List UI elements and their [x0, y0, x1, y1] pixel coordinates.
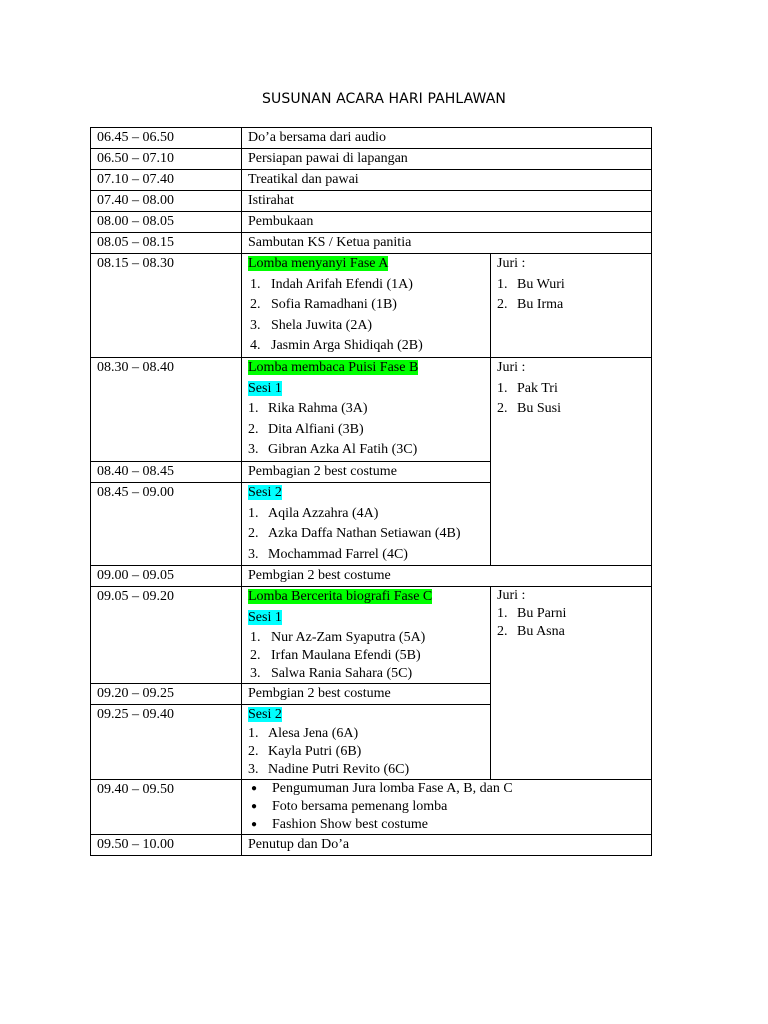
sesi-label: Sesi 2: [248, 706, 282, 722]
time-cell: 09.50 – 10.00: [91, 835, 242, 856]
table-row: [91, 233, 652, 254]
list-item: 1. Bu Parni: [497, 606, 567, 622]
list-item: 1. Rika Rahma (3A): [248, 401, 368, 417]
list-item: 2. Kayla Putri (6B): [248, 744, 362, 760]
juri-cell: [491, 254, 652, 358]
list-item: ● Foto bersama pemenang lomba: [248, 798, 645, 816]
table-row: [91, 835, 652, 856]
list-item: 3. Salwa Rania Sahara (5C): [250, 665, 413, 681]
document-title: SUSUNAN ACARA HARI PAHLAWAN: [262, 91, 506, 107]
list-item: 1. Alesa Jena (6A): [248, 726, 359, 742]
table-row: [91, 191, 652, 212]
sesi-label: Sesi 2: [248, 484, 282, 500]
list-item: 2. Sofia Ramadhani (1B): [250, 297, 397, 313]
fase-c-sesi-1-cell: [242, 587, 491, 683]
bullet-icon: ●: [251, 783, 258, 795]
juri-label: Juri :: [497, 588, 526, 604]
list-item: 2. Azka Daffa Nathan Setiawan (4B): [248, 526, 461, 542]
activity-cell: Pembukaan: [242, 212, 652, 233]
time-cell: 09.40 – 09.50: [91, 780, 242, 835]
activity-cell: Treatikal dan pawai: [242, 170, 652, 191]
activity-cell: Do’a bersama dari audio: [242, 128, 652, 149]
activity-cell: Persiapan pawai di lapangan: [242, 149, 652, 170]
list-item: 3. Nadine Putri Revito (6C): [248, 762, 410, 778]
time-cell: 08.40 – 08.45: [91, 461, 242, 482]
table-row: [91, 128, 652, 149]
list-item: 2. Irfan Maulana Efendi (5B): [250, 647, 421, 663]
bullet-icon: ●: [251, 819, 258, 831]
activity-cell: Sambutan KS / Ketua panitia: [242, 233, 652, 254]
time-cell: 06.45 – 06.50: [91, 128, 242, 149]
time-cell: 08.00 – 08.05: [91, 212, 242, 233]
list-item: 3. Shela Juwita (2A): [250, 317, 373, 333]
time-cell: 07.10 – 07.40: [91, 170, 242, 191]
list-item: 1. Bu Wuri: [497, 276, 565, 292]
juri-cell: [491, 587, 652, 780]
activity-cell: Pembgian 2 best costume: [242, 683, 491, 704]
list-item: ● Pengumuman Jura lomba Fase A, B, dan C: [248, 780, 645, 798]
sesi-label: Sesi 1: [248, 609, 282, 625]
list-item: 1. Nur Az-Zam Syaputra (5A): [250, 629, 426, 645]
activity-cell: Pembagian 2 best costume: [242, 461, 491, 482]
list-item: 4. Jasmin Arga Shidiqah (2B): [250, 338, 423, 354]
list-item: ● Fashion Show best costume: [248, 816, 645, 834]
table-row: [91, 566, 652, 587]
list-item: 1. Indah Arifah Efendi (1A): [250, 276, 413, 292]
time-cell: 08.45 – 09.00: [91, 482, 242, 565]
fase-b-sesi-2-cell: [242, 482, 491, 565]
list-item: 3. Gibran Azka Al Fatih (3C): [248, 442, 418, 458]
sesi-label: Sesi 1: [248, 380, 282, 396]
table-row-fase-b-sesi-1: [91, 357, 652, 461]
table-row-fase-a: [91, 254, 652, 358]
time-cell: 08.05 – 08.15: [91, 233, 242, 254]
juri-label: Juri :: [497, 256, 526, 271]
fase-c-heading: Lomba Bercerita biografi Fase C: [248, 589, 433, 605]
fase-b-heading: Lomba membaca Puisi Fase B: [248, 359, 419, 375]
schedule-table: [90, 127, 652, 856]
closing-cell: [242, 780, 652, 835]
activity-cell: Istirahat: [242, 191, 652, 212]
fase-c-sesi-2-cell: [242, 704, 491, 780]
juri-label: Juri :: [497, 359, 526, 375]
juri-cell: [491, 357, 652, 565]
table-row-closing: [91, 780, 652, 835]
time-cell: 09.00 – 09.05: [91, 566, 242, 587]
time-cell: 08.30 – 08.40: [91, 357, 242, 461]
time-cell: 06.50 – 07.10: [91, 149, 242, 170]
table-row: [91, 170, 652, 191]
fase-a-cell: [242, 254, 491, 358]
table-row-fase-c-sesi-1: [91, 587, 652, 683]
time-cell: 09.20 – 09.25: [91, 683, 242, 704]
activity-cell: Penutup dan Do’a: [242, 835, 652, 856]
table-row: [91, 149, 652, 170]
list-item: 1. Pak Tri: [497, 380, 558, 396]
fase-a-heading: Lomba menyanyi Fase A: [248, 256, 389, 271]
list-item: 2. Dita Alfiani (3B): [248, 421, 364, 437]
list-item: 2. Bu Irma: [497, 297, 564, 313]
table-row: [91, 212, 652, 233]
list-item: 2. Bu Susi: [497, 401, 561, 417]
list-item: 2. Bu Asna: [497, 624, 565, 640]
list-item: 3. Mochammad Farrel (4C): [248, 546, 408, 562]
list-item: 1. Aqila Azzahra (4A): [248, 505, 379, 521]
fase-b-sesi-1-cell: [242, 357, 491, 461]
time-cell: 07.40 – 08.00: [91, 191, 242, 212]
time-cell: 09.25 – 09.40: [91, 704, 242, 780]
bullet-icon: ●: [251, 801, 258, 813]
time-cell: 08.15 – 08.30: [91, 254, 242, 358]
activity-cell: Pembgian 2 best costume: [242, 566, 652, 587]
time-cell: 09.05 – 09.20: [91, 587, 242, 683]
